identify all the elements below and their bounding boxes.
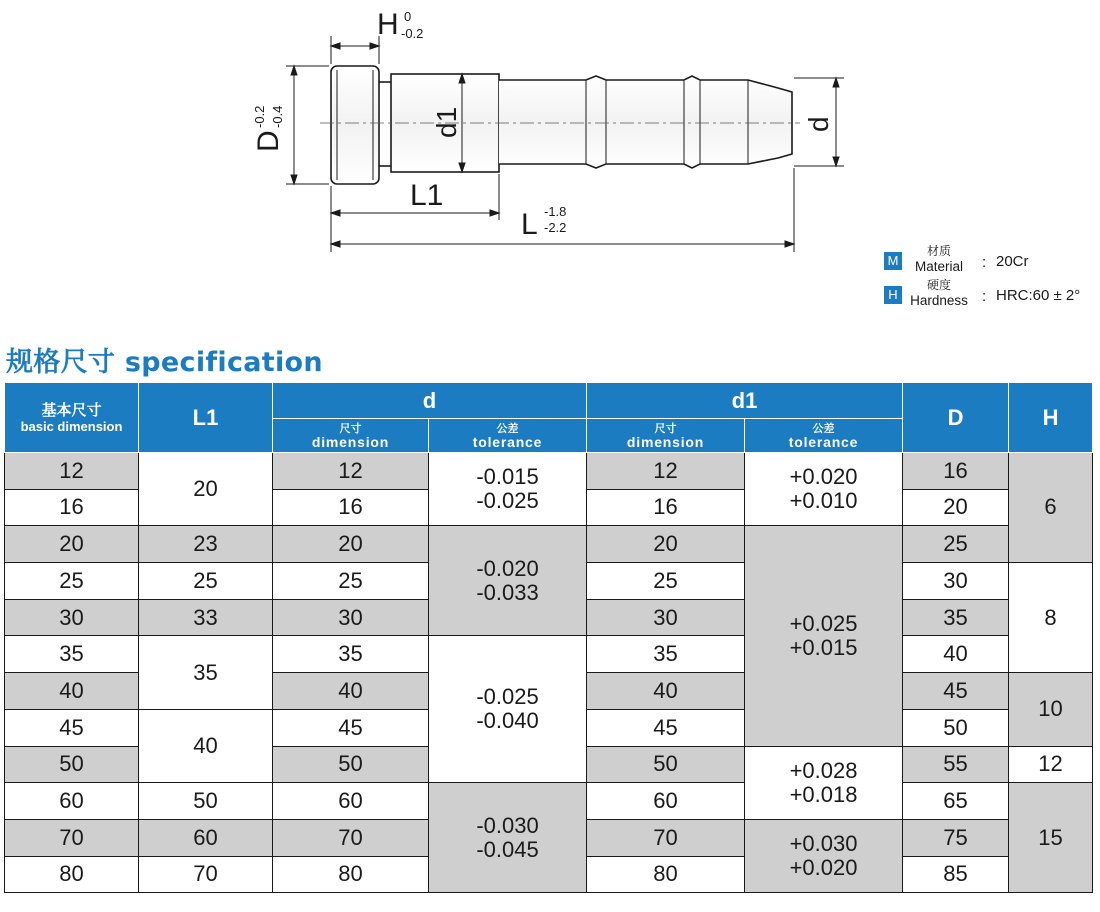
cell-d1-dim: 16 [587,489,745,526]
tol-upper: +0.030 [789,830,858,856]
label-L: L [521,208,538,241]
cell-basic: 40 [5,673,139,710]
hardness-label-en: Hardness [910,293,968,308]
cell-H: 15 [1009,783,1093,893]
cell-D: 35 [903,599,1009,636]
cell-basic: 20 [5,526,139,563]
header-tol-cn: 公差 [496,421,519,435]
cell-d-dim: 16 [273,489,429,526]
header-tol-en: tolerance [472,433,543,450]
header-L1: L1 [139,383,273,453]
cell-D: 45 [903,673,1009,710]
header-dim-cn: 尺寸 [339,421,362,435]
cell-L1: 50 [139,783,273,820]
cell-d-dim: 35 [273,636,429,673]
header-basic-cn: 基本尺寸 [41,401,102,419]
header-d1-dimension [587,419,745,453]
material-row [884,244,1100,278]
cell-basic: 45 [5,709,139,746]
header-dim-cn: 尺寸 [654,421,677,435]
header-d-tolerance [429,419,587,453]
cell-d1-tol [745,746,903,819]
cell-basic: 25 [5,563,139,600]
header-D: D [903,383,1009,453]
cell-basic: 70 [5,819,139,856]
hardness-row [884,278,1100,312]
cell-L1: 33 [139,599,273,636]
cell-D: 50 [903,709,1009,746]
cell-L1: 70 [139,856,273,893]
hardness-label-cn: 硬度 [926,278,951,292]
cell-d-dim: 25 [273,563,429,600]
header-d-dimension [273,419,429,453]
tol-lower: -0.033 [476,579,539,605]
label-L-upper: -1.8 [544,204,567,219]
section-title: 规格尺寸 specification [6,347,323,378]
cell-basic: 50 [5,746,139,783]
material-badge-icon: M [884,252,902,270]
cell-basic: 60 [5,783,139,820]
label-d1: d1 [431,106,462,138]
specification-table [4,382,1093,893]
cell-d1-dim: 50 [587,746,745,783]
header-tol-cn: 公差 [812,421,835,435]
tol-lower: -0.025 [476,488,539,514]
header-basic-en: basic dimension [20,419,123,434]
cell-d-tol [429,636,587,783]
cell-H: 6 [1009,453,1093,563]
header-tol-en: tolerance [788,433,859,450]
tol-upper: -0.015 [476,464,539,489]
tol-upper: -0.030 [476,812,539,838]
cell-d1-dim: 25 [587,563,745,600]
tol-upper: -0.020 [476,555,539,581]
cell-d-dim: 40 [273,673,429,710]
cell-d-dim: 60 [273,783,429,820]
cell-L1: 25 [139,563,273,600]
cell-D: 40 [903,636,1009,673]
cell-d-dim: 70 [273,819,429,856]
label-D-lower: -0.4 [270,105,285,128]
cell-d1-dim: 30 [587,599,745,636]
cell-d1-dim: 45 [587,709,745,746]
tol-lower: +0.018 [789,781,858,807]
cell-d1-dim: 40 [587,673,745,710]
cell-d-dim: 50 [273,746,429,783]
tol-lower: +0.020 [789,855,858,881]
header-d1-tolerance [745,419,903,453]
header-H: H [1009,383,1093,453]
cell-D: 20 [903,489,1009,526]
cell-d1-tol [745,526,903,746]
cell-d1-dim: 20 [587,526,745,563]
tol-upper: -0.025 [476,684,539,710]
cell-L1: 23 [139,526,273,563]
cell-basic: 30 [5,599,139,636]
cell-L1: 40 [139,709,273,782]
label-D-upper: -0.2 [252,105,267,128]
tol-lower: +0.010 [789,488,858,514]
cell-basic: 16 [5,489,139,526]
cell-L1: 20 [139,453,273,526]
cell-d-tol [429,783,587,893]
tol-lower: -0.045 [476,836,539,862]
label-H-lower: -0.2 [401,26,424,41]
cell-d1-tol [745,819,903,892]
cell-basic: 35 [5,636,139,673]
tol-lower: -0.040 [476,708,539,734]
cell-d-dim: 30 [273,599,429,636]
material-properties [884,244,1100,312]
cell-d1-dim: 80 [587,856,745,893]
cell-D: 16 [903,453,1009,490]
table-row [5,636,1093,673]
cell-L1: 35 [139,636,273,709]
cell-d-dim: 45 [273,709,429,746]
table-row [5,526,1093,563]
cell-D: 65 [903,783,1009,820]
cell-d-dim: 80 [273,856,429,893]
tol-upper: +0.028 [789,757,858,783]
cell-d-tol [429,453,587,526]
header-d: d [273,383,587,419]
label-d: d [803,116,834,132]
tol-lower: +0.015 [789,634,858,660]
material-label-en: Material [914,259,963,274]
cell-D: 30 [903,563,1009,600]
cell-D: 25 [903,526,1009,563]
cell-d1-dim: 60 [587,783,745,820]
material-value: 20Cr [996,253,1029,270]
header-basic-dimension [5,383,139,453]
hardness-badge-icon: H [884,286,902,304]
cell-d1-dim: 12 [587,453,745,490]
hardness-colon: : [982,288,987,305]
material-colon: : [982,254,987,271]
cell-basic: 12 [5,453,139,490]
tol-upper: +0.020 [789,464,858,489]
cell-d1-tol [745,453,903,526]
cell-D: 85 [903,856,1009,893]
tol-upper: +0.025 [789,610,858,636]
cell-d-dim: 20 [273,526,429,563]
header-dim-en: dimension [626,433,705,450]
table-row [5,783,1093,820]
header-dim-en: dimension [311,433,390,450]
cell-D: 55 [903,746,1009,783]
cell-d-dim: 12 [273,453,429,490]
cell-H: 12 [1009,746,1093,783]
label-L1: L1 [410,179,444,212]
cell-d1-dim: 35 [587,636,745,673]
table-row [5,453,1093,490]
label-H: H [377,8,399,41]
header-d1: d1 [587,383,903,419]
material-label-cn: 材质 [926,244,951,258]
cell-D: 75 [903,819,1009,856]
label-H-upper: 0 [404,9,412,24]
cell-d-tol [429,526,587,636]
guide-pillar-drawing [240,0,880,270]
label-D: D [252,130,285,152]
label-L-lower: -2.2 [544,220,567,235]
hardness-value: HRC:60 ± 2° [996,287,1081,304]
cell-d1-dim: 70 [587,819,745,856]
cell-L1: 60 [139,819,273,856]
cell-H: 8 [1009,563,1093,673]
part-outline [331,66,792,184]
cell-basic: 80 [5,856,139,893]
cell-H: 10 [1009,673,1093,746]
